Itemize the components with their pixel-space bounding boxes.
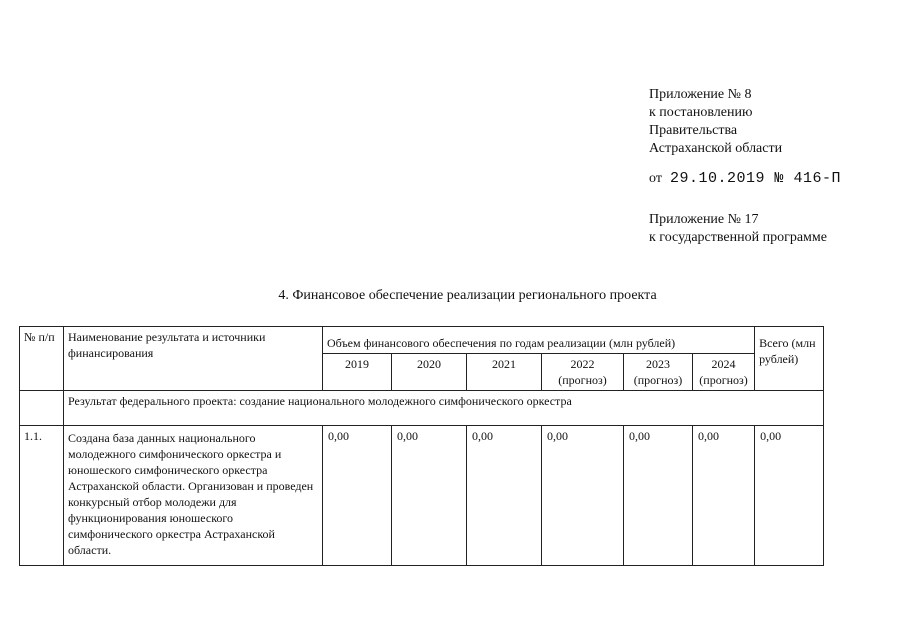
decree-date-number: 29.10.2019 № 416-П bbox=[669, 170, 841, 187]
year-label: 2023 bbox=[646, 357, 670, 371]
header-volume: Объем финансового обеспечения по годам реализации (млн рублей) bbox=[323, 327, 755, 354]
header-year bbox=[392, 354, 467, 391]
header-name: Наименование результата и источники финансирования bbox=[64, 327, 323, 391]
appendix-17-block bbox=[649, 211, 827, 247]
header-year bbox=[467, 354, 542, 391]
header-no: № п/п bbox=[20, 327, 64, 391]
year-note: (прогноз) bbox=[633, 373, 683, 387]
header-row-1 bbox=[20, 327, 824, 354]
header-year bbox=[693, 354, 755, 391]
empty-cell bbox=[20, 391, 64, 426]
result-heading-row bbox=[20, 391, 824, 426]
appendix-line: Приложение № 8 bbox=[649, 87, 752, 102]
appendix-8-block bbox=[649, 86, 782, 158]
header-year bbox=[542, 354, 624, 391]
appendix-line: Правительства bbox=[649, 123, 738, 138]
decree-line bbox=[649, 170, 841, 187]
row-value-2022: 0,00 bbox=[542, 426, 624, 566]
year-label: 2021 bbox=[492, 357, 516, 371]
year-label: 2022 bbox=[570, 357, 595, 371]
row-name: Создана база данных национального молодежного симфонического оркестра и юношеского симфонического оркестра Астраханской области. Организован и проведен конкурсный отбор молодежи для функционирования юношеского симфонического оркестра Астраханской области. bbox=[64, 426, 323, 566]
financing-table bbox=[19, 326, 824, 566]
year-label: 2019 bbox=[345, 357, 369, 371]
row-value-2023: 0,00 bbox=[624, 426, 693, 566]
appendix-line: к постановлению bbox=[649, 105, 753, 120]
year-label: 2024 bbox=[711, 357, 736, 371]
header-year bbox=[323, 354, 392, 391]
appendix2-line: Приложение № 17 bbox=[649, 212, 759, 227]
decree-prefix: от bbox=[649, 171, 662, 186]
table-row bbox=[20, 426, 824, 566]
row-value-2020: 0,00 bbox=[392, 426, 467, 566]
year-label: 2020 bbox=[417, 357, 441, 371]
row-total: 0,00 bbox=[755, 426, 824, 566]
header-total: Всего (млн рублей) bbox=[755, 327, 824, 391]
appendix-line: Астраханской области bbox=[649, 141, 783, 156]
year-note: (прогноз) bbox=[558, 373, 607, 387]
result-heading: Результат федерального проекта: создание национального молодежного симфонического оркестра bbox=[64, 391, 824, 426]
header-year bbox=[624, 354, 693, 391]
appendix2-line: к государственной программе bbox=[649, 230, 827, 245]
row-no: 1.1. bbox=[20, 426, 64, 566]
section-title: 4. Финансовое обеспечение реализации регионального проекта bbox=[278, 288, 657, 303]
year-note: (прогноз) bbox=[699, 373, 748, 387]
row-value-2024: 0,00 bbox=[693, 426, 755, 566]
row-value-2019: 0,00 bbox=[323, 426, 392, 566]
row-value-2021: 0,00 bbox=[467, 426, 542, 566]
